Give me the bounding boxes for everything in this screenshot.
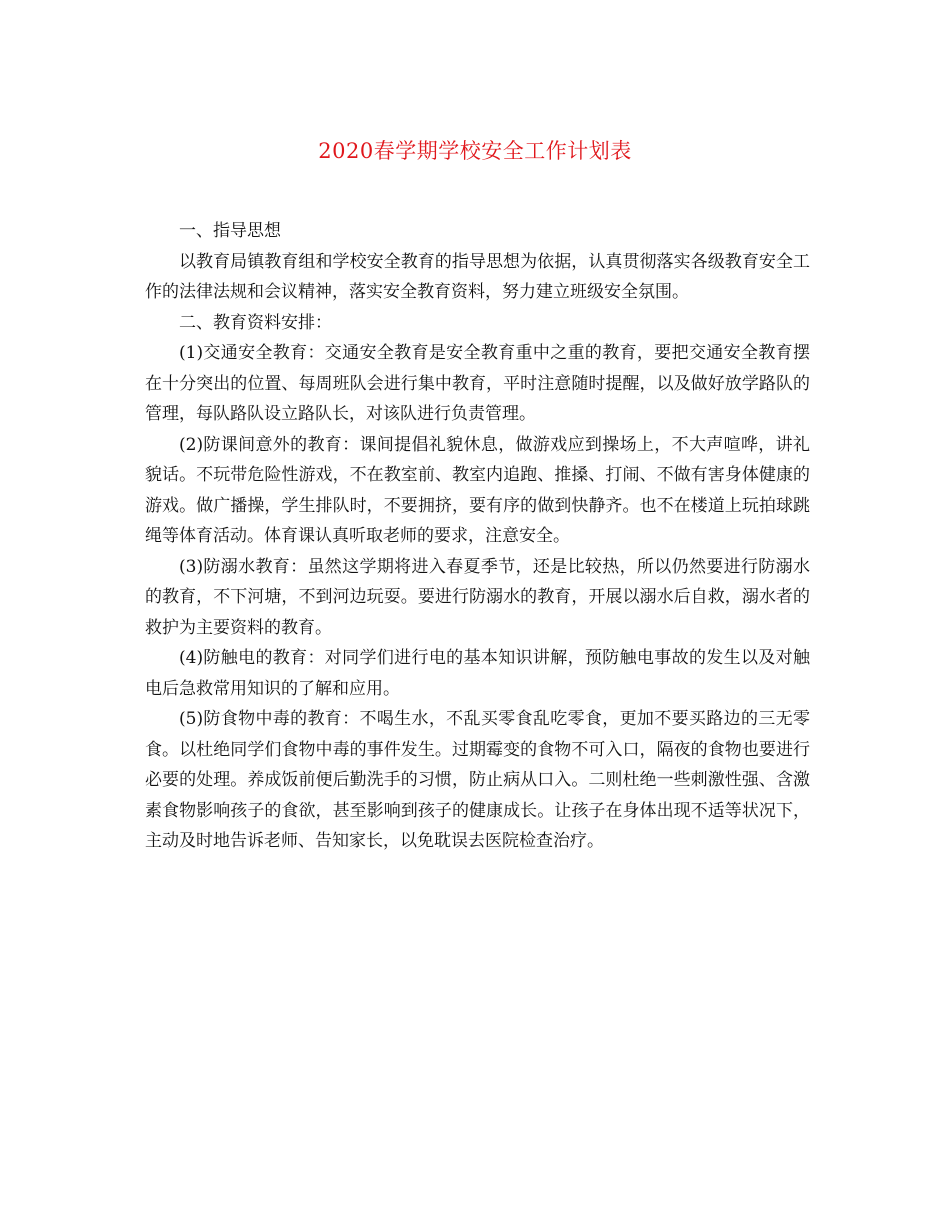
paragraph-recess-safety: (2)防课间意外的教育：课间提倡礼貌休息，做游戏应到操场上，不大声喧哗，讲礼貌话。不玩带危险性游戏，不在教室前、教室内追跑、推搡、打闹、不做有害身体健康的游戏。做广播操，学生排队时，不要拥挤，要有序的做到快静齐。也不在楼道上玩拍球跳绳等体育活动。体育课认真听取老师的要求，注意安全。 [145, 434, 810, 546]
document-body [145, 216, 810, 857]
section-heading-education-arrangement: 二、教育资料安排： [179, 312, 332, 333]
paragraph-traffic-safety: (1)交通安全教育：交通安全教育是安全教育重中之重的教育，要把交通安全教育摆在十分突出的位置、每周班队会进行集中教育，平时注意随时提醒，以及做好放学路队的管理，每队路队设立路队长，对该队进行负责管理。 [145, 343, 810, 424]
section-heading-guiding-ideology: 一、指导思想 [179, 221, 281, 241]
paragraph-electric-shock-prevention: (4)防触电的教育：对同学们进行电的基本知识讲解，预防触电事故的发生以及对触电后急救常用知识的了解和应用。 [145, 648, 810, 699]
paragraph-guiding-ideology: 以教育局镇教育组和学校安全教育的指导思想为依据，认真贯彻落实各级教育安全工作的法律法规和会议精神，落实安全教育资料，努力建立班级安全氛围。 [145, 251, 810, 302]
paragraph-drowning-prevention: (3)防溺水教育：虽然这学期将进入春夏季节，还是比较热，所以仍然要进行防溺水的教育，不下河塘，不到河边玩耍。要进行防溺水的教育，开展以溺水后自救，溺水者的救护为主要资料的教育。 [145, 556, 810, 638]
paragraph-food-poisoning-prevention: (5)防食物中毒的教育：不喝生水，不乱买零食乱吃零食，更加不要买路边的三无零食。以杜绝同学们食物中毒的事件发生。过期霉变的食物不可入口，隔夜的食物也要进行必要的处理。养成饭前便后勤洗手的习惯，防止病从口入。二则杜绝一些刺激性强、含激素食物影响孩子的食欲，甚至影响到孩子的健康成长。让孩子在身体出现不适等状况下，主动及时地告诉老师、告知家长，以免耽误去医院检查治疗。 [145, 709, 810, 851]
document-title: 2020春学期学校安全工作计划表 [318, 139, 632, 163]
